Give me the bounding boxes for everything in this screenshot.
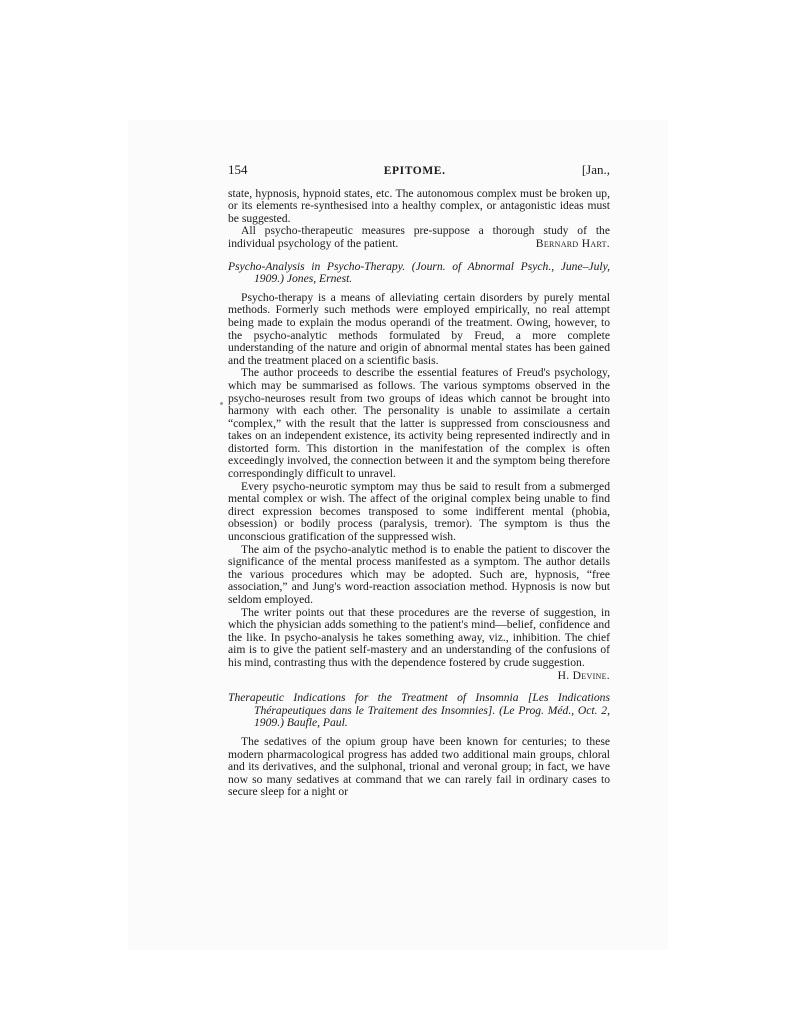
paragraph bbox=[228, 225, 610, 250]
paragraph bbox=[228, 605, 610, 682]
page-content bbox=[228, 164, 610, 799]
paragraph: state, hypnosis, hypnoid states, etc. The autonomous complex must be broken up, or its elements re-synthesised into a healthy complex, or antagonistic ideas must be suggested. bbox=[228, 186, 610, 225]
paragraph: Psycho-therapy is a means of alleviating certain disorders by purely mental methods. Formerly such methods were employed empirically, no real attempt being made to explain the modus operandi of the treatment. Owing, however, to the psycho-analytic methods formulated by Freud, a more complete understanding of the nature and origin of abnormal mental states has been gained and the treatment placed on a scientific basis. bbox=[228, 290, 610, 367]
paragraph: Every psycho-neurotic symptom may thus be said to result from a submerged mental complex or wish. The affect of the original complex being unable to find direct expression becomes transposed to some indifferent mental (phobia, obsession) or bodily process (paralysis, tremor). The symptom is thus the unconscious gratification of the suppressed wish. bbox=[228, 479, 610, 544]
paragraph: The author proceeds to describe the essential features of Freud's psychology, which may be summarised as follows. The various symptoms observed in the psycho-neuroses result from two groups of ideas which cannot be brought into harmony with each other. The personality is unable to assimilate a certain “complex,” with the result that the latter is suppressed from consciousness and takes on an independent existence, its activity being represented indirectly and in distorted form. This distortion in the manifestation of the complex is often exceedingly involved, the connection between it and the symptom being therefore correspondingly difficult to unravel. bbox=[228, 366, 610, 481]
running-header bbox=[228, 164, 610, 178]
margin-speck bbox=[220, 402, 223, 405]
paragraph-text: The writer points out that these procedures are the reverse of suggestion, in which the physician adds something to the patient's mind—belief, confidence and the like. In psycho-analysis he takes something away, viz., inhibition. The chief aim is to give the patient self-mastery and an understanding of the confusions of his mind, contrasting thus with the dependence fostered by crude suggestion. bbox=[228, 605, 610, 669]
running-title: EPITOME. bbox=[383, 165, 446, 177]
issue-date: [Jan., bbox=[581, 162, 610, 177]
paragraph: The aim of the psycho-analytic method is to enable the patient to discover the significance of the mental process manifested as a symptom. The author details the various procedures which may be adopted. Such are, hypnosis, “free association,” and Jung's word-reaction association method. Hypnosis is now but seldom employed. bbox=[228, 542, 610, 606]
paragraph-text: All psycho-therapeutic measures pre-suppose a thorough study of the individual psychology of the patient. bbox=[228, 224, 610, 250]
article-citation: Psycho-Analysis in Psycho-Therapy. (Journ. of Abnormal Psych., June–July, 1909.) Jones, Ernest. bbox=[228, 259, 610, 286]
author-signature: Bernard Hart. bbox=[535, 236, 610, 250]
paragraph: The sedatives of the opium group have been known for centuries; to these modern pharmacological progress has added two additional main groups, chloral and its derivatives, and the sulphonal, trional and veronal group; in fact, we have now so many sedatives at command that we can rarely fail in ordinary cases to secure sleep for a night or bbox=[228, 734, 610, 799]
author-signature: H. Devine. bbox=[557, 668, 610, 682]
page-number: 154 bbox=[228, 162, 248, 177]
article-citation: Therapeutic Indications for the Treatment of Insomnia [Les Indications Thérapeutiques dans le Traitement des Insomnies]. (Le Prog. Méd., Oct. 2, 1909.) Baufle, Paul. bbox=[228, 691, 610, 730]
